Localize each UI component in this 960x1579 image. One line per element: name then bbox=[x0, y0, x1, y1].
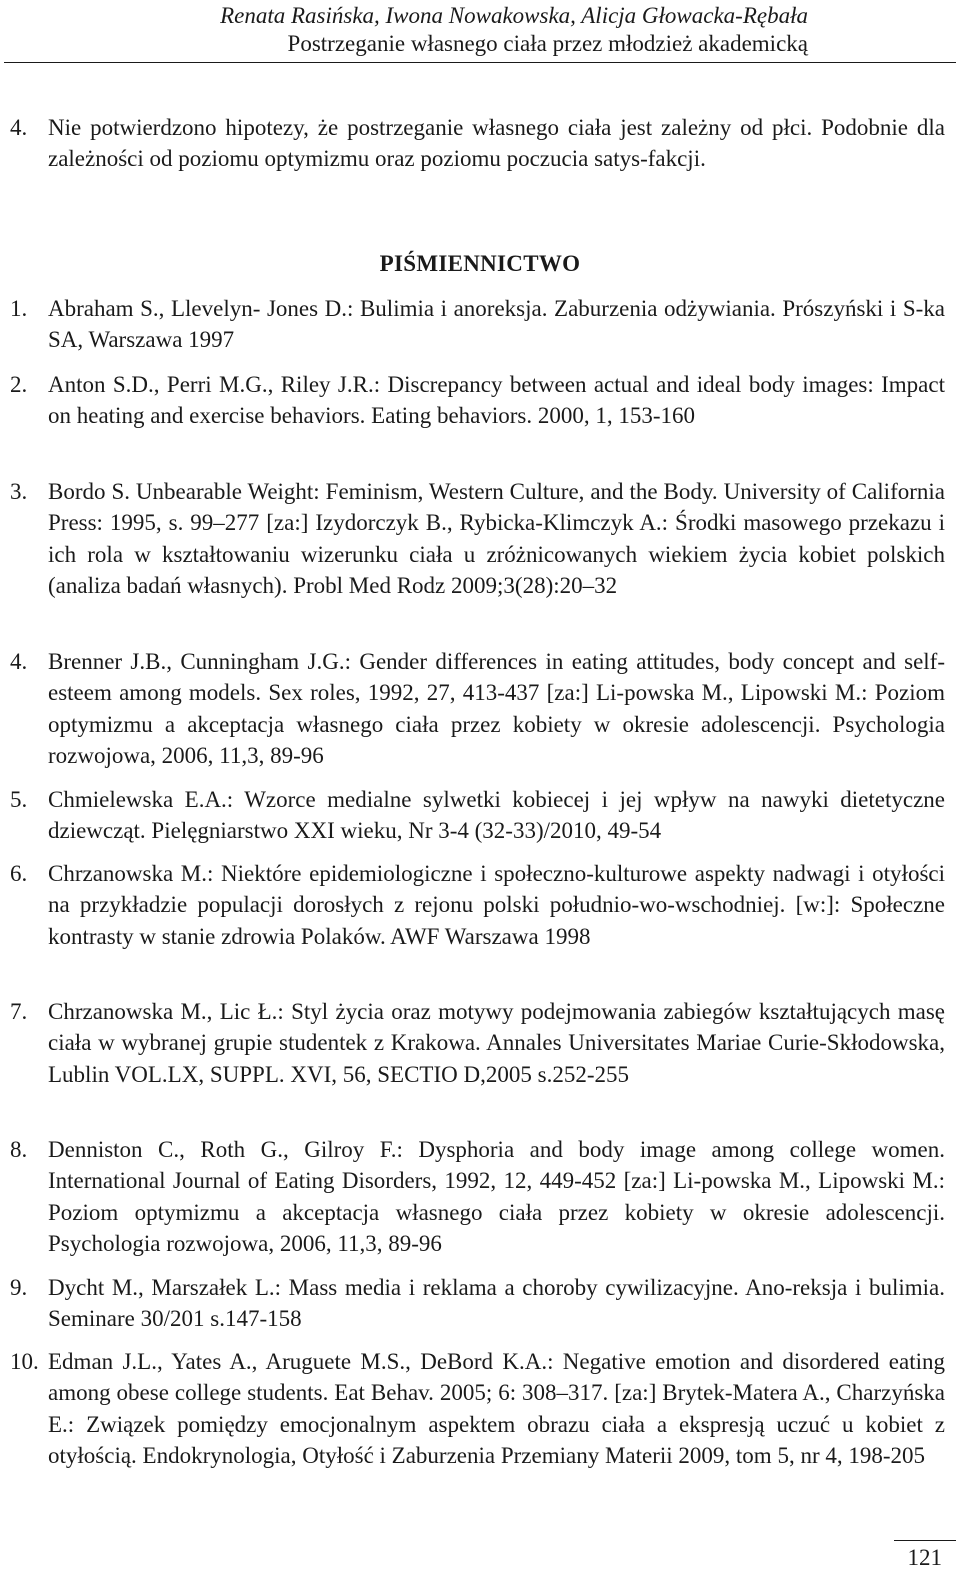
reference-text: Dycht M., Marszałek L.: Mass media i reklama a choroby cywilizacyjne. Ano-reksja i bulimia. Seminare 30/201 s.147-158 bbox=[48, 1275, 945, 1332]
reference-number: 10. bbox=[10, 1349, 39, 1374]
reference-item bbox=[10, 858, 945, 952]
section-title: PIŚMIENNICTWO bbox=[379, 251, 581, 276]
reference-item bbox=[10, 646, 945, 772]
reference-item bbox=[10, 996, 945, 1090]
header-divider bbox=[4, 62, 956, 63]
header-authors: Renata Rasińska, Iwona Nowakowska, Alicja Głowacka-Rębała bbox=[220, 3, 808, 28]
reference-number: 1. bbox=[10, 296, 28, 321]
reference-number: 4. bbox=[10, 649, 28, 674]
reference-number: 3. bbox=[10, 479, 28, 504]
reference-text: Brenner J.B., Cunningham J.G.: Gender differences in eating attitudes, body concept and self-esteem among models. Sex roles, 1992, 27, 413-437 [za:] Li-powska M., Lipowski M.: Poziom optymizmu a akceptacja własnego ciała przez kobiety w okresie adolescencji. Psychologia rozwojowa, 2006, 11,3, 89-96 bbox=[48, 649, 945, 769]
reference-item bbox=[10, 1346, 945, 1472]
reference-item bbox=[10, 293, 945, 356]
reference-item bbox=[10, 784, 945, 847]
reference-text: Anton S.D., Perri M.G., Riley J.R.: Discrepancy between actual and ideal body images: Impact on heating and exercise behaviors. Eating behaviors. 2000, 1, 153-160 bbox=[48, 372, 945, 429]
reference-number: 6. bbox=[10, 861, 28, 886]
reference-text: Abraham S., Llevelyn- Jones D.: Bulimia i anoreksja. Zaburzenia odżywiania. Prószyński i S-ka SA, Warszawa 1997 bbox=[48, 296, 945, 353]
reference-text: Chrzanowska M., Lic Ł.: Styl życia oraz motywy podejmowania zabiegów kształtujących masę ciała w wybranej grupie studentek z Krakowa. Annales Universitates Mariae Curie-Skłodowska, Lublin VOL.LX, SUPPL. XVI, 56, SECTIO D,2005 s.252-255 bbox=[48, 999, 945, 1087]
reference-item bbox=[10, 1272, 945, 1335]
page-number: 121 bbox=[907, 1545, 942, 1570]
reference-text: Bordo S. Unbearable Weight: Feminism, Western Culture, and the Body. University of California Press: 1995, s. 99–277 [za:] Izydorczyk B., Rybicka-Klimczyk A.: Środki masowego przekazu i ich rola w kształtowaniu wizerunku ciała u zróżnicowanych wiekiem życia kobiet polskich (analiza badań własnych). Probl Med Rodz 2009;3(28):20–32 bbox=[48, 479, 945, 599]
reference-number: 2. bbox=[10, 372, 28, 397]
reference-number: 8. bbox=[10, 1137, 28, 1162]
header-article-title: Postrzeganie własnego ciała przez młodzież akademicką bbox=[287, 31, 808, 56]
reference-number: 9. bbox=[10, 1275, 28, 1300]
conclusion-number: 4. bbox=[10, 115, 28, 140]
reference-text: Chrzanowska M.: Niektóre epidemiologiczne i społeczno-kulturowe aspekty nadwagi i otyłości na przykładzie populacji dorosłych z rejonu polski południo-wo-wschodniej. [w:]: Społeczne kontrasty w stanie zdrowia Polaków. AWF Warszawa 1998 bbox=[48, 861, 945, 949]
reference-text: Denniston C., Roth G., Gilroy F.: Dysphoria and body image among college women. International Journal of Eating Disorders, 1992, 12, 449-452 [za:] Li-powska M., Lipowski M.: Poziom optymizmu a akceptacja własnego ciała przez kobiety w okresie adolescencji. Psychologia rozwojowa, 2006, 11,3, 89-96 bbox=[48, 1137, 945, 1257]
reference-text: Chmielewska E.A.: Wzorce medialne sylwetki kobiecej i jej wpływ na nawyki dietetyczne dziewcząt. Pielęgniarstwo XXI wieku, Nr 3-4 (32-33)/2010, 49-54 bbox=[48, 787, 945, 844]
reference-item bbox=[10, 1134, 945, 1260]
reference-number: 5. bbox=[10, 787, 28, 812]
conclusion-text: Nie potwierdzono hipotezy, że postrzeganie własnego ciała jest zależny od płci. Podobnie dla zależności od poziomu optymizmu oraz poziomu poczucia satys-fakcji. bbox=[48, 115, 945, 172]
footer-divider bbox=[894, 1540, 956, 1541]
reference-number: 7. bbox=[10, 999, 28, 1024]
reference-item bbox=[10, 369, 945, 432]
reference-item bbox=[10, 476, 945, 602]
conclusion-item bbox=[10, 112, 945, 175]
reference-text: Edman J.L., Yates A., Aruguete M.S., DeBord K.A.: Negative emotion and disordered eating among obese college students. Eat Behav. 2005; 6: 308–317. [za:] Brytek-Matera A., Charzyńska E.: Związek pomiędzy emocjonalnym aspektem obrazu ciała a ekspresją uczuć u kobiet z otyłością. Endokrynologia, Otyłość i Zaburzenia Przemiany Materii 2009, tom 5, nr 4, 198-205 bbox=[48, 1349, 945, 1469]
